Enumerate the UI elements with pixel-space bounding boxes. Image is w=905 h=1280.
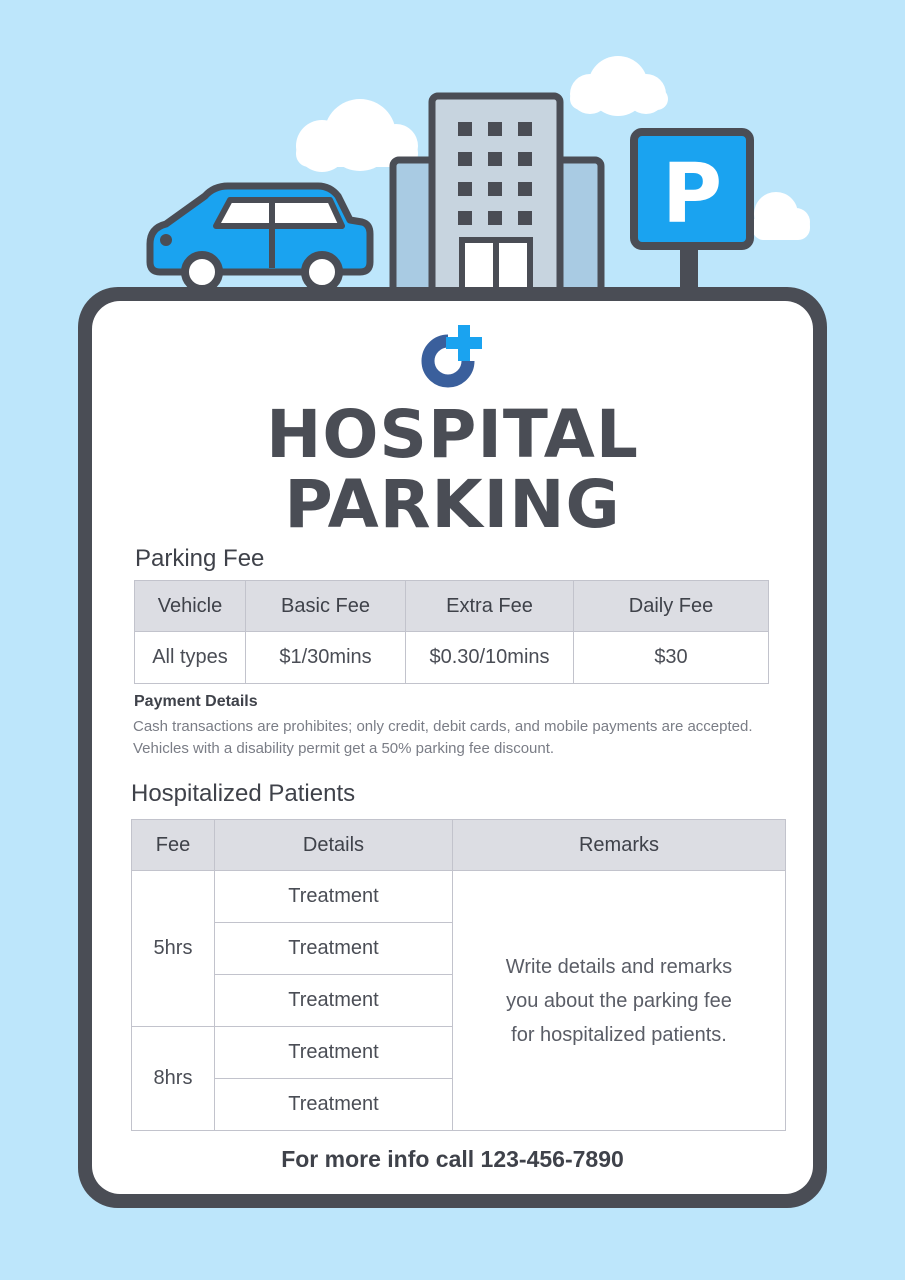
table-cell: All types	[135, 632, 246, 684]
details-cell: Treatment	[215, 975, 453, 1027]
remarks-cell	[453, 871, 786, 1131]
table-cell: $0.30/10mins	[406, 632, 574, 684]
table-cell: $1/30mins	[246, 632, 406, 684]
parking-sign-icon	[634, 132, 750, 296]
details-cell: Treatment	[215, 1027, 453, 1079]
column-header: Vehicle	[135, 581, 246, 632]
table-row	[132, 871, 786, 923]
column-header: Details	[215, 820, 453, 871]
table-row	[135, 632, 769, 684]
contact-info: For more info call 123-456-7890	[281, 1146, 624, 1172]
car-icon	[150, 186, 370, 289]
table-cell: $30	[574, 632, 769, 684]
title-line-1: HOSPITAL	[266, 396, 639, 473]
parking-fee-table	[134, 580, 769, 684]
details-cell: Treatment	[215, 923, 453, 975]
details-cell: Treatment	[215, 1079, 453, 1131]
column-header: Extra Fee	[406, 581, 574, 632]
column-header: Daily Fee	[574, 581, 769, 632]
payment-details-text: Cash transactions are prohibites; only credit, debit cards, and mobile payments are accepted. Vehicles with a disability permit get a 50% parking fee discount.	[133, 718, 753, 757]
hospitalized-patients-table	[131, 819, 786, 1131]
fee-cell: 5hrs	[132, 871, 215, 1027]
table-header-row	[132, 820, 786, 871]
fee-cell: 8hrs	[132, 1027, 215, 1131]
remarks-line: you about the parking fee	[506, 989, 732, 1012]
parking-fee-heading: Parking Fee	[135, 545, 265, 572]
parking-sign-letter: P	[661, 147, 723, 242]
medical-cross-logo-icon	[416, 323, 486, 389]
remarks-line: for hospitalized patients.	[511, 1023, 727, 1046]
column-header: Basic Fee	[246, 581, 406, 632]
column-header: Fee	[132, 820, 215, 871]
title-line-2: PARKING	[284, 466, 621, 543]
hospitalized-patients-heading: Hospitalized Patients	[131, 780, 356, 807]
details-cell: Treatment	[215, 871, 453, 923]
table-header-row	[135, 581, 769, 632]
remarks-line: Write details and remarks	[505, 955, 733, 978]
hospital-building-icon	[393, 96, 601, 296]
header-illustration	[0, 0, 905, 300]
cloud-icon	[570, 56, 668, 116]
column-header: Remarks	[453, 820, 786, 871]
payment-details-title: Payment Details	[134, 693, 258, 710]
cloud-icon	[752, 192, 810, 240]
